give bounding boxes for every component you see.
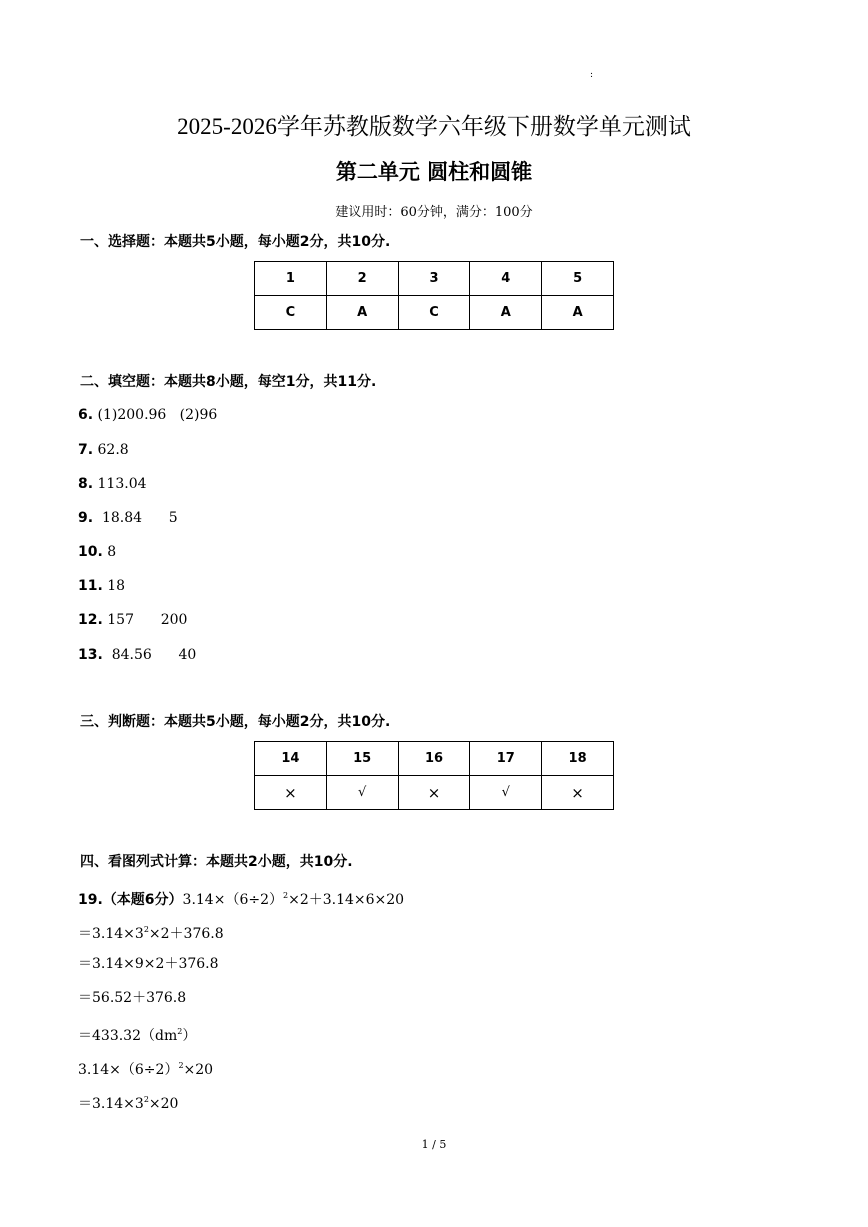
table-cell: A: [326, 296, 398, 330]
table-cell: 15: [326, 742, 398, 776]
table-cell: 3: [398, 262, 470, 296]
table-cell: ×: [255, 776, 327, 810]
table-row: [255, 262, 614, 296]
answer-line: 12. 157 200: [78, 612, 188, 628]
page-title: 2025-2026学年苏教版数学六年级下册数学单元测试: [177, 114, 691, 139]
table-cell: 17: [470, 742, 542, 776]
answer-line: 11. 18: [78, 578, 126, 594]
table-cell: 5: [542, 262, 614, 296]
table-cell: 16: [398, 742, 470, 776]
calc-step: $3.14\times(6\div 2)^2\times 20$: [78, 1061, 214, 1078]
answer-line: 7. 62.8: [78, 442, 129, 458]
page-number: 1 / 5: [421, 1138, 447, 1151]
answer-line: 9. 18.84 5: [78, 510, 178, 526]
table-cell: √: [470, 776, 542, 810]
q19-line: 19.（本题6分）$3.14\times(6\div 2)^2\times 2+3.14\times 6\times 20$: [78, 891, 405, 908]
table-row: [255, 742, 614, 776]
page-subtitle: 第二单元 圆柱和圆锥: [335, 160, 533, 184]
table-cell: 14: [255, 742, 327, 776]
choice-answer-table: [254, 261, 614, 330]
table-cell: 2: [326, 262, 398, 296]
table-cell: 4: [470, 262, 542, 296]
corner-mark: :: [590, 70, 594, 80]
section4-heading: 四、看图列式计算：本题共2小题，共10分.: [80, 854, 353, 870]
table-cell: C: [255, 296, 327, 330]
table-row: [255, 296, 614, 330]
answer-line: 8. 113.04: [78, 476, 147, 492]
calc-step: $=3.14\times 3^2\times 20$: [78, 1095, 179, 1112]
table-cell: C: [398, 296, 470, 330]
table-cell: ×: [542, 776, 614, 810]
judge-answer-table: [254, 741, 614, 810]
table-cell: 1: [255, 262, 327, 296]
table-row: [255, 776, 614, 810]
answer-line: 10. 8: [78, 544, 117, 560]
answer-line: 6. (1)200.96 (2)96: [78, 407, 218, 423]
answer-line: 13. 84.56 40: [78, 647, 197, 663]
section1-heading: 一、选择题：本题共5小题，每小题2分，共10分.: [80, 234, 391, 250]
calc-step: $=433.32(dm^2)$: [78, 1027, 197, 1044]
table-cell: 18: [542, 742, 614, 776]
table-cell: A: [542, 296, 614, 330]
time-info: 建议用时：60分钟，满分：100分: [335, 205, 533, 220]
table-cell: A: [470, 296, 542, 330]
table-cell: ×: [398, 776, 470, 810]
table-cell: √: [326, 776, 398, 810]
calc-step: $=3.14\times 3^2\times 2+376.8$: [78, 925, 224, 942]
calc-step: ＝56.52＋376.8: [78, 990, 187, 1006]
section2-heading: 二、填空题：本题共8小题，每空1分，共11分.: [80, 374, 377, 390]
calc-step: ＝3.14×9×2＋376.8: [78, 956, 219, 972]
section3-heading: 三、判断题：本题共5小题，每小题2分，共10分.: [80, 714, 391, 730]
